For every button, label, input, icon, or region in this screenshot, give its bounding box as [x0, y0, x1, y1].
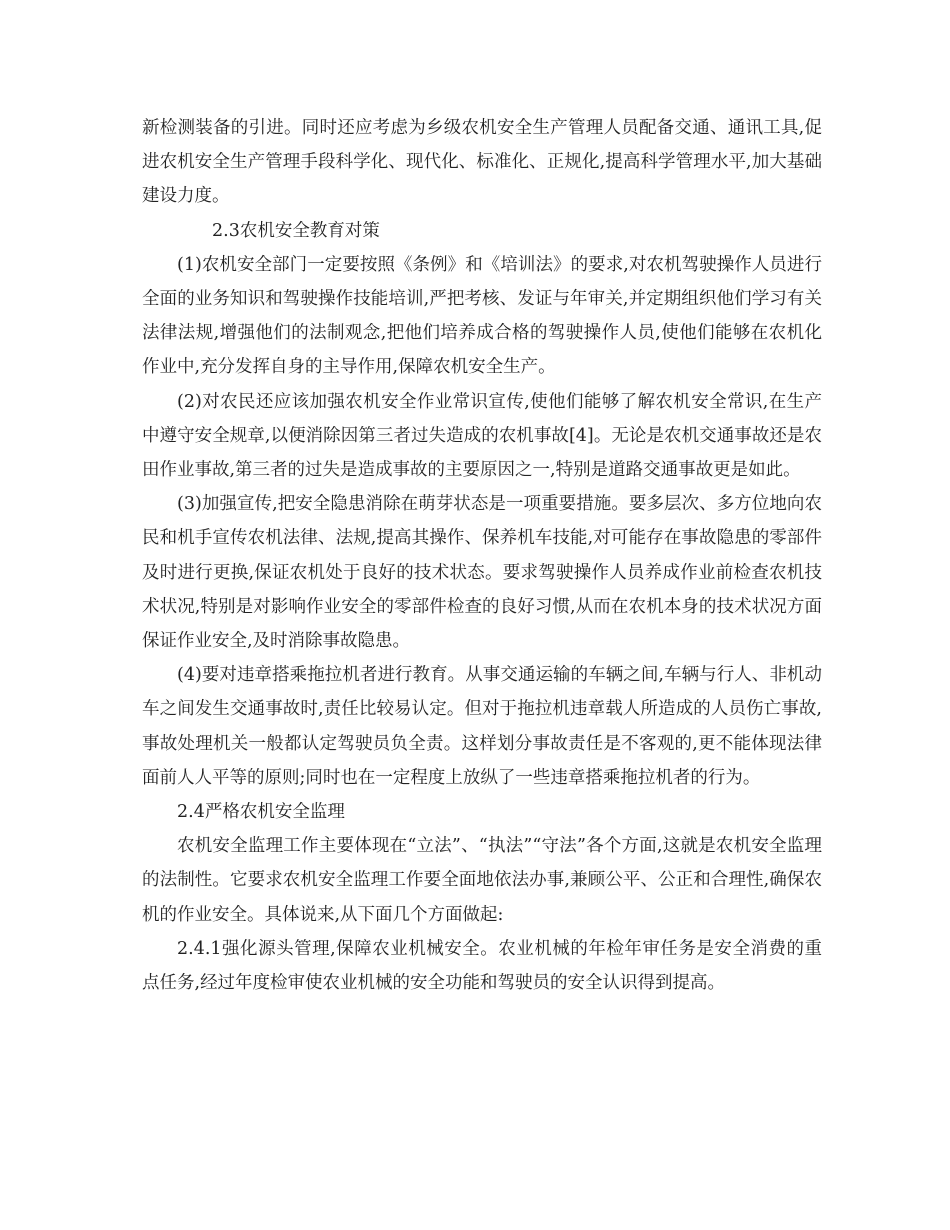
- document-body: [142, 111, 822, 1000]
- paragraph-item-3: (3)加强宣传,把安全隐患消除在萌芽状态是一项重要措施。要多层次、多方位地向农民和机手宣传农机法律、法规,提高其操作、保养机车技能,对可能存在事故隐患的零部件及时进行更换,保证农机处于良好的技术状态。要求驾驶操作人员养成作业前检查农机技术状况,特别是对影响作业安全的零部件检查的良好习惯,从而在农机本身的技术状况方面保证作业安全,及时消除事故隐患。: [142, 494, 822, 652]
- section-heading-2-4: 2.4严格农机安全监理: [177, 802, 345, 823]
- paragraph-item-2: (2)对农民还应该加强农机安全作业常识宣传,使他们能够了解农机安全常识,在生产中遵守安全规章,以便消除因第三者过失造成的农机事故[4]。无论是农机交通事故还是农田作业事故,第三者的过失是造成事故的主要原因之一,特别是道路交通事故更是如此。: [142, 391, 822, 481]
- paragraph-item-4: (4)要对违章搭乘拖拉机者进行教育。从事交通运输的车辆之间,车辆与行人、非机动车之间发生交通事故时,责任比较易认定。但对于拖拉机违章载人所造成的人员伤亡事故,事故处理机关一般都认定驾驶员负全责。这样划分事故责任是不客观的,更不能体现法律面前人人平等的原则;同时也在一定程度上放纵了一些违章搭乘拖拉机者的行为。: [142, 665, 822, 788]
- paragraph-supervision-intro: 农机安全监理工作主要体现在“立法”、“执法”“守法”各个方面,这就是农机安全监理的法制性。它要求农机安全监理工作要全面地依法办事,兼顾公平、公正和合理性,确保农机的作业安全。具体说来,从下面几个方面做起:: [142, 836, 822, 925]
- paragraph-continuation: 新检测装备的引进。同时还应考虑为乡级农机安全生产管理人员配备交通、通讯工具,促进农机安全生产管理手段科学化、现代化、标准化、正规化,提高科学管理水平,加大基础建设力度。: [142, 118, 822, 207]
- section-heading-2-3: 2.3农机安全教育对策: [212, 220, 380, 241]
- paragraph-2-4-1: 2.4.1强化源头管理,保障农业机械安全。农业机械的年检年审任务是安全消费的重点任务,经过年度检审使农业机械的安全功能和驾驶员的安全认识得到提高。: [142, 938, 822, 994]
- paragraph-item-1: (1)农机安全部门一定要按照《条例》和《培训法》的要求,对农机驾驶操作人员进行全面的业务知识和驾驶操作技能培训,严把考核、发证与年审关,并定期组织他们学习有关法律法规,增强他们的法制观念,把他们培养成合格的驾驶操作人员,使他们能够在农机化作业中,充分发挥自身的主导作用,保障农机安全生产。: [142, 254, 822, 378]
